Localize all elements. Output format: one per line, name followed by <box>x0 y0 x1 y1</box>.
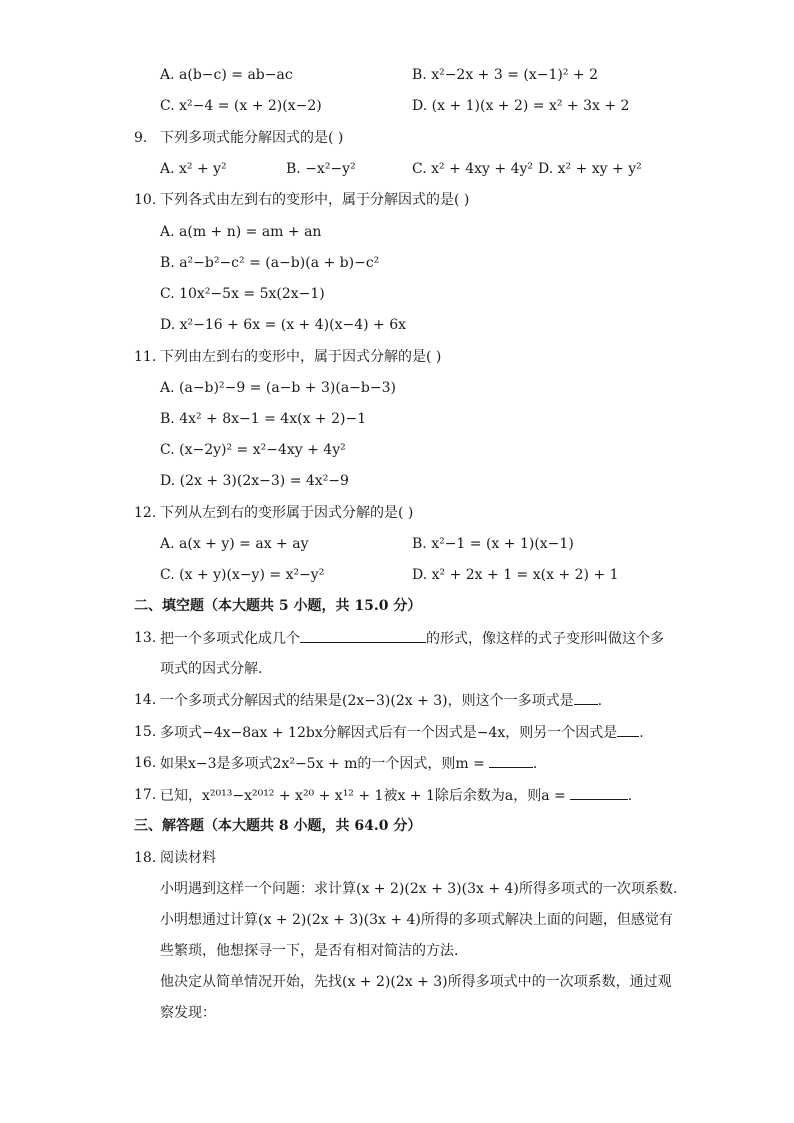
question-number: 17. <box>134 787 157 803</box>
q10-option-d: D. x²−16 + 6x = (x + 4)(x−4) + 6x <box>160 317 406 333</box>
question-9 <box>0 128 794 148</box>
answer-blank[interactable] <box>617 722 639 737</box>
q12-option-b: B. x²−1 = (x + 1)(x−1) <box>412 536 574 552</box>
q9-option-a: A. x² + y² <box>160 161 227 177</box>
reading-paragraph-3: 些繁琐，他想探寻一下，是否有相对简洁的方法. <box>160 943 459 959</box>
question-title: 阅读材料 <box>160 850 216 866</box>
reading-paragraph-4: 他决定从简单情况开始，先找(x + 2)(2x + 3)所得多项式中的一次项系数，通过观 <box>160 974 672 990</box>
question-17: 17. 已知，x²⁰¹³−x²⁰¹² + x²⁰ + x¹² + 1被x + 1除后余数为a，则a = . <box>134 787 633 804</box>
question-number: 11. <box>134 349 157 365</box>
question-stem: 已知，x²⁰¹³−x²⁰¹² + x²⁰ + x¹² + 1被x + 1除后余数为a，则a = <box>160 788 566 804</box>
question-stem: 一个多项式分解因式的结果是(2x−3)(2x + 3)，则这个一多项式是 <box>160 693 574 709</box>
question-number: 18. <box>134 850 157 866</box>
question-stem: 下列从左到右的变形属于因式分解的是( ) <box>160 505 414 521</box>
question-stem: 把一个多项式化成几个 <box>160 631 300 647</box>
q9-option-d: D. x² + xy + y² <box>538 161 642 177</box>
question-number: 13. <box>134 630 157 646</box>
question-stem: 下列多项式能分解因式的是( ) <box>160 130 344 146</box>
q11-option-b: B. 4x² + 8x−1 = 4x(x + 2)−1 <box>160 411 367 427</box>
question-number: 9. <box>134 130 148 146</box>
q9-option-c: C. x² + 4xy + 4y² <box>412 161 534 177</box>
question-number: 15. <box>134 724 157 740</box>
q8-option-c: C. x²−4 = (x + 2)(x−2) <box>160 98 322 114</box>
reading-paragraph-2: 小明想通过计算(x + 2)(2x + 3)(3x + 4)所得的多项式解决上面的问题，但感觉有 <box>160 912 673 928</box>
answer-blank[interactable] <box>300 628 426 643</box>
question-13-line2: 项式的因式分解. <box>160 661 263 677</box>
question-number: 12. <box>134 505 157 521</box>
q11-option-d: D. (2x + 3)(2x−3) = 4x²−9 <box>160 473 349 489</box>
q11-option-c: C. (x−2y)² = x²−4xy + 4y² <box>160 442 346 458</box>
q12-option-a: A. a(x + y) = ax + ay <box>160 536 309 552</box>
q10-option-a: A. a(m + n) = am + an <box>160 224 322 240</box>
question-number: 16. <box>134 755 157 771</box>
q11-option-a: A. (a−b)²−9 = (a−b + 3)(a−b−3) <box>160 380 396 396</box>
question-13 <box>0 628 794 648</box>
q10-option-c: C. 10x²−5x = 5x(2x−1) <box>160 286 325 302</box>
question-stem-cont: 的形式，像这样的式子变形叫做这个多 <box>426 631 664 647</box>
answer-blank[interactable] <box>489 753 533 768</box>
q12-option-d: D. x² + 2x + 1 = x(x + 2) + 1 <box>412 567 619 583</box>
section-heading-fill-blank: 二、填空题（本大题共 5 小题，共 15.0 分） <box>134 598 422 614</box>
q8-option-b: B. x²−2x + 3 = (x−1)² + 2 <box>412 67 599 83</box>
answer-blank[interactable] <box>574 690 598 705</box>
reading-paragraph-1: 小明遇到这样一个问题：求计算(x + 2)(2x + 3)(3x + 4)所得多项式的一次项系数. <box>160 881 678 897</box>
question-number: 14. <box>134 692 157 708</box>
question-10 <box>0 190 794 210</box>
question-18 <box>0 848 794 868</box>
answer-blank[interactable] <box>570 785 628 800</box>
question-12 <box>0 503 794 523</box>
question-stem: 多项式−4x−8ax + 12bx分解因式后有一个因式是−4x，则另一个因式是 <box>160 725 618 741</box>
question-number: 10. <box>134 192 157 208</box>
question-16: 16. 如果x−3是多项式2x²−5x + m的一个因式，则m = . <box>134 755 538 772</box>
question-11 <box>0 347 794 367</box>
question-15: 15. 多项式−4x−8ax + 12bx分解因式后有一个因式是−4x，则另一个因式是 . <box>134 724 644 741</box>
question-stem: 下列由左到右的变形中，属于因式分解的是( ) <box>160 349 442 365</box>
question-stem: 下列各式由左到右的变形中，属于分解因式的是( ) <box>160 192 470 208</box>
q12-option-c: C. (x + y)(x−y) = x²−y² <box>160 567 325 583</box>
question-stem: 如果x−3是多项式2x²−5x + m的一个因式，则m = <box>160 756 485 772</box>
q9-option-b: B. −x²−y² <box>286 161 356 177</box>
q10-option-b: B. a²−b²−c² = (a−b)(a + b)−c² <box>160 255 380 271</box>
reading-paragraph-5: 察发现： <box>160 1005 216 1021</box>
question-14: 14. 一个多项式分解因式的结果是(2x−3)(2x + 3)，则这个一多项式是 . <box>134 692 603 709</box>
section-heading-solve: 三、解答题（本大题共 8 小题，共 64.0 分） <box>134 818 422 834</box>
q8-option-a: A. a(b−c) = ab−ac <box>160 67 293 83</box>
q8-option-d: D. (x + 1)(x + 2) = x² + 3x + 2 <box>412 98 630 114</box>
